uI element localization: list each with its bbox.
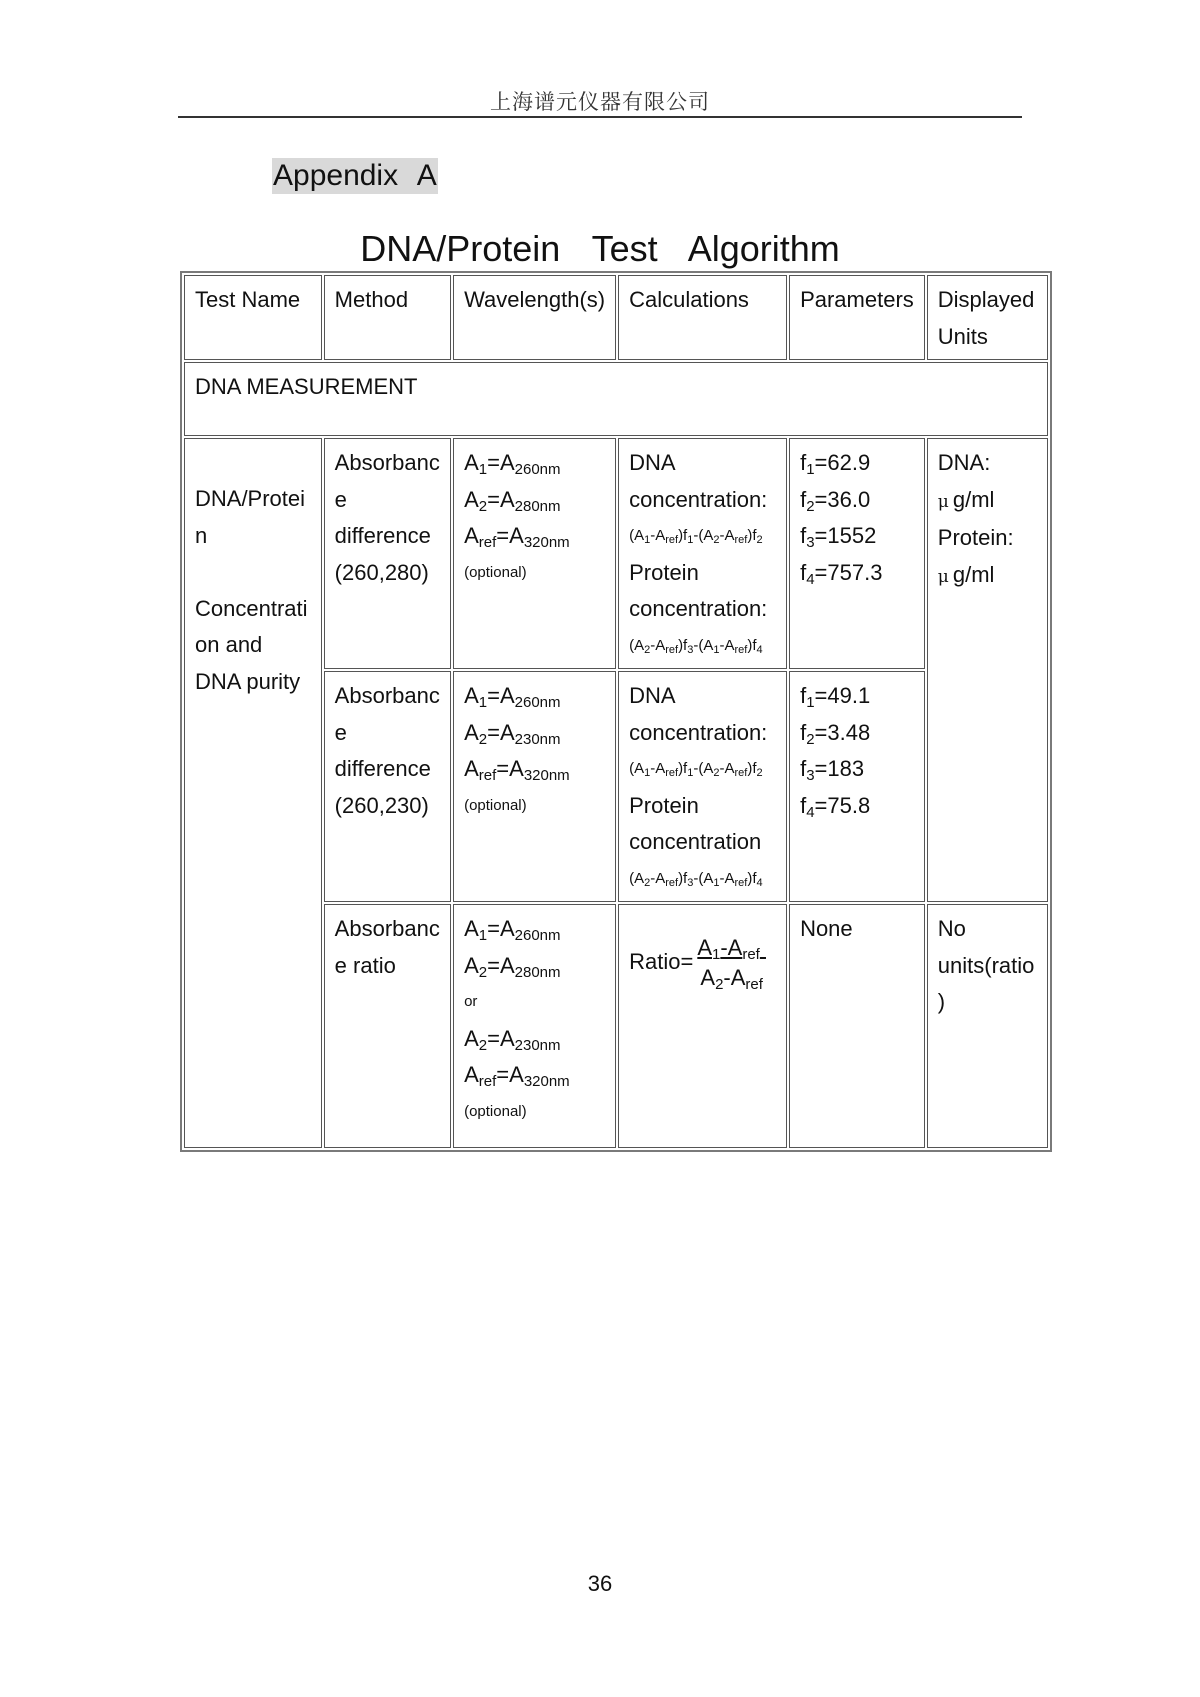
method-cell: Absorbanc e ratio — [324, 904, 451, 1148]
appendix-label: Appendix A — [273, 159, 437, 192]
header-test-name: Test Name — [184, 275, 322, 360]
method-cell: Absorbanc e difference (260,280) — [324, 438, 451, 669]
header-rule — [178, 116, 1022, 118]
page-title: DNA/Protein Test Algorithm — [360, 228, 840, 269]
test-name-line — [195, 554, 311, 591]
test-name-line: on and — [195, 632, 263, 657]
test-name-line: n — [195, 522, 208, 548]
test-name-line: DNA/Protei — [195, 486, 306, 511]
test-name-cell — [184, 438, 322, 1148]
wavelengths-cell: $A_1=A_{260nm}$ $A_2=A_{230nm}$ $A_{ref}=A_{320nm}$ (optional) — [453, 671, 616, 902]
wavelength-a1: $A_1=A_{260nm}$ — [464, 450, 561, 478]
parameters-cell: $f_1=49.1$ $f_2=3.48$ $f_3=183$ $f_4=75.8$ — [789, 671, 925, 902]
header-method: Method — [324, 275, 451, 360]
protein-formula: $(A_2-A_{ref})f_3-(A_1-A_{ref})f_4$ — [629, 636, 763, 656]
parameters-cell: None — [789, 904, 925, 1148]
calculations-cell: DNA concentration: $(A_1-A_{ref})f_1-(A_2-A_{ref})f_2$ Protein concentration $(A_2-A_{ref})f_3-(A_1-A_{ref})f_4$ — [618, 671, 787, 902]
units-cell: No units(ratio ) — [927, 904, 1048, 1148]
section-row — [184, 362, 1048, 436]
ratio-fraction: $\frac{A_1-A_{ref}}{A_2-A_{ref}}$ — [697, 935, 763, 993]
method-cell: Absorbanc e difference (260,230) — [324, 671, 451, 902]
wavelength-a2: $A_2=A_{280nm}$ — [464, 486, 561, 515]
table-header-row — [184, 275, 1048, 360]
test-name-line: Concentrati — [195, 595, 308, 621]
wavelengths-cell: $A_1=A_{260nm}$ $A_2=A_{280nm}$ or $A_2=A_{230nm}$ $A_{ref}=A_{320nm}$ (optional) — [453, 904, 616, 1148]
header-wavelengths: Wavelength(s) — [453, 275, 616, 360]
wavelength-note: (optional) — [464, 563, 527, 581]
test-name-line: DNA purity — [195, 668, 301, 694]
units-cell: DNA: μ g/ml Protein: μ g/ml — [927, 438, 1048, 902]
parameters-cell: $f_1=62.9$ $f_2=36.0$ $f_3=1552$ $f_4=757.3$ — [789, 438, 925, 669]
header-displayed-units: Displayed Units — [927, 275, 1048, 360]
calculations-cell: DNA concentration: $(A_1-A_{ref})f_1-(A_2-A_{ref})f_2$ Protein concentration: $(A_2-A_{ref})f_3-(A_1-A_{ref})f_4$ — [618, 438, 787, 669]
company-header: 上海谱元仪器有限公司 — [490, 90, 710, 114]
calculations-cell — [618, 904, 787, 1148]
ratio-label: Ratio= — [629, 948, 694, 974]
dna-formula: $(A_1-A_{ref})f_1-(A_2-A_{ref})f_2$ — [629, 527, 763, 546]
algorithm-table — [180, 271, 1052, 1152]
wavelengths-cell — [453, 438, 616, 669]
table-row — [184, 438, 1048, 669]
section-title: DNA MEASUREMENT — [184, 362, 1048, 436]
header-parameters: Parameters — [789, 275, 925, 360]
page-number: 36 — [587, 1571, 613, 1596]
header-calculations: Calculations — [618, 275, 787, 360]
wavelength-aref: $A_{ref}=A_{320nm}$ — [464, 523, 570, 551]
